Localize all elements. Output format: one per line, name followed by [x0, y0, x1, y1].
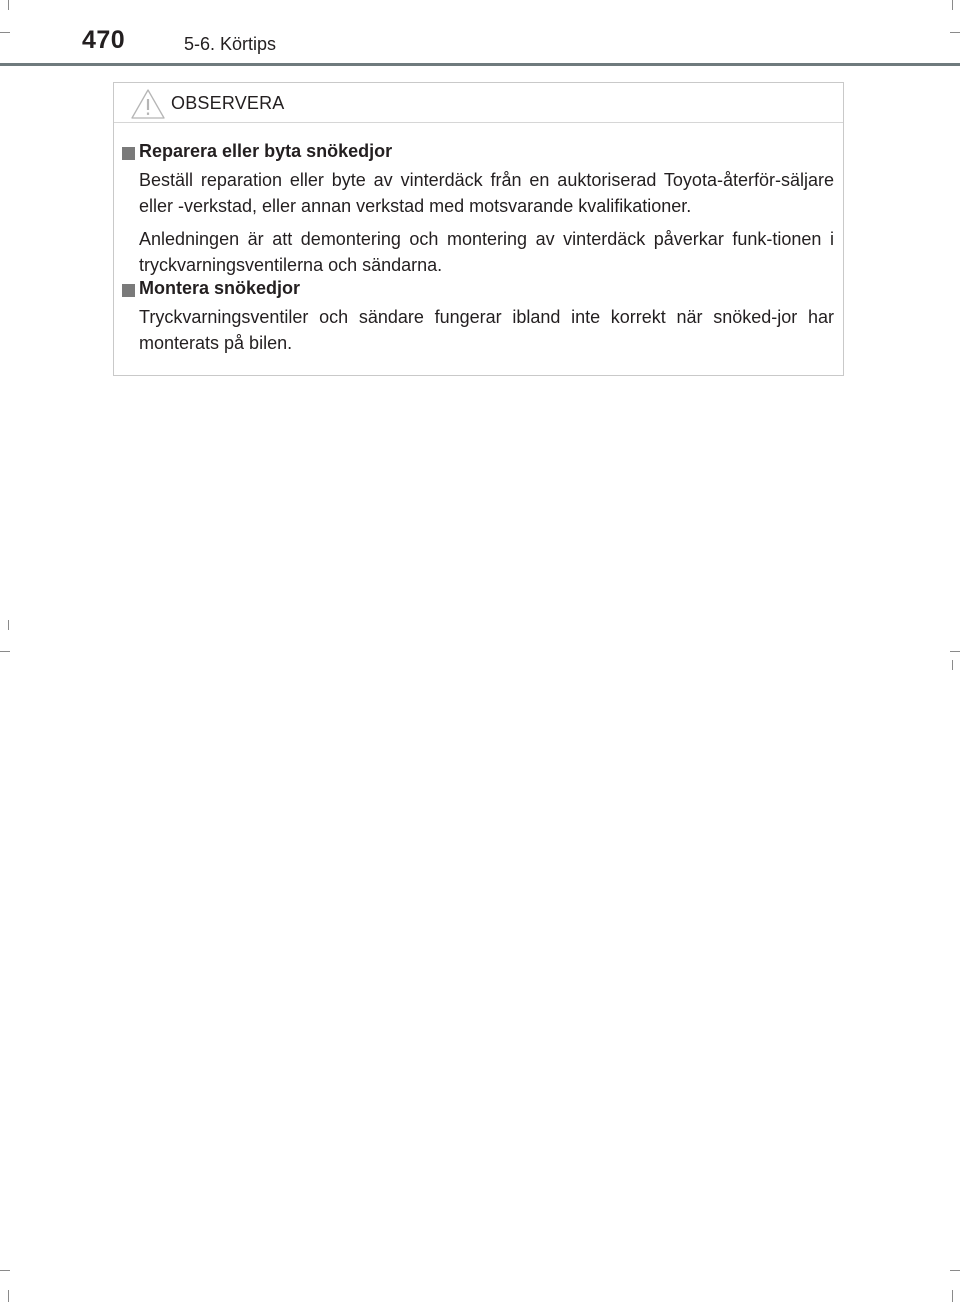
page-header: [0, 0, 960, 66]
warning-triangle-icon: [130, 88, 166, 120]
caution-title: OBSERVERA: [171, 93, 285, 113]
section-title: 5-6. Körtips: [184, 34, 277, 54]
caution-paragraph: Tryckvarningsventiler och sändare fungerar ibland inte korrekt när snöked-jor har monterats på bilen.: [139, 307, 834, 353]
crop-mark: [950, 1270, 960, 1271]
crop-mark: [8, 620, 9, 630]
caution-item-title: Montera snökedjor: [139, 278, 301, 298]
header-rule: [0, 63, 960, 66]
caution-paragraph: Beställ reparation eller byte av vinterdäck från en auktoriserad Toyota-återför-säljare eller -verkstad, eller annan verkstad med motsvarande kvalifikationer.: [139, 170, 834, 216]
square-bullet-icon: [122, 284, 135, 297]
crop-mark: [0, 1270, 10, 1271]
caution-item: [122, 141, 834, 278]
crop-mark: [952, 660, 953, 670]
crop-mark: [950, 651, 960, 652]
caution-header: [114, 83, 843, 123]
caution-paragraph: Anledningen är att demontering och montering av vinterdäck påverkar funk-tionen i tryckvarningsventilerna och sändarna.: [139, 229, 834, 275]
caution-item-header: [122, 278, 834, 304]
caution-item-header: [122, 141, 834, 167]
caution-item: [122, 278, 834, 356]
square-bullet-icon: [122, 147, 135, 160]
crop-mark: [8, 1290, 9, 1302]
crop-mark: [952, 1290, 953, 1302]
caution-box: [113, 82, 844, 376]
page-number: 470: [82, 26, 126, 54]
caution-item-title: Reparera eller byta snökedjor: [139, 141, 393, 161]
crop-mark: [0, 651, 10, 652]
